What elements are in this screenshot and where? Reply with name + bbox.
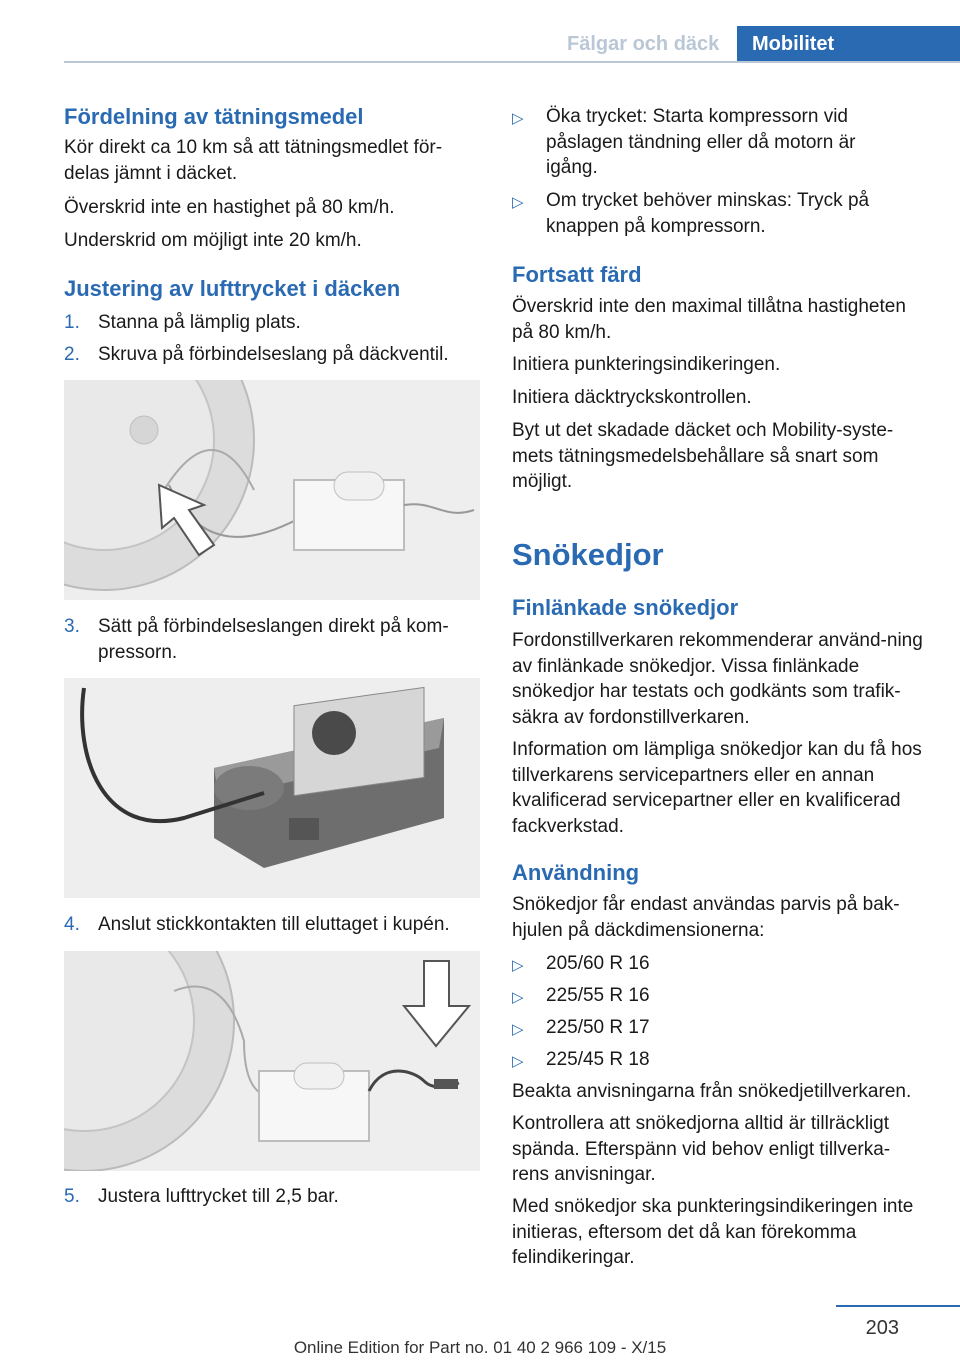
bullet-text: 205/60 R 16 xyxy=(546,953,650,974)
step-number: 2. xyxy=(64,344,80,365)
footer-edition-text: Online Edition for Part no. 01 40 2 966 109 - X/15 xyxy=(293,1338,667,1357)
bullet-marker: ▷ xyxy=(512,1021,524,1038)
step-text: Sätt på förbindelseslangen direkt på kom‐pressorn. xyxy=(98,616,449,663)
header-tab-chapter: Fälgar och däck xyxy=(567,33,720,55)
bullet-marker: ▷ xyxy=(512,957,524,974)
bullet-text: 225/45 R 18 xyxy=(546,1049,650,1070)
step-text: Justera lufttrycket till 2,5 bar. xyxy=(98,1186,339,1207)
paragraph: Beakta anvisningarna från snökedjetillverkaren. xyxy=(512,1081,912,1102)
bullet-text: 225/55 R 16 xyxy=(546,985,650,1006)
step-number: 4. xyxy=(64,914,80,935)
paragraph: Överskrid inte den maximal tillåtna hastigheten på 80 km/h. xyxy=(512,296,906,343)
bullet-text: 225/50 R 17 xyxy=(546,1017,650,1038)
bullet-marker: ▷ xyxy=(512,989,524,1006)
step-number: 3. xyxy=(64,616,80,637)
step-number: 5. xyxy=(64,1186,80,1207)
illustration-compressor xyxy=(64,678,480,898)
paragraph: Fordonstillverkaren rekommenderar använd‐ning av finlänkade snökedjor. Vissa finlänkade snökedjor har testats och godkänts som trafik‐säkra av fordonstillverkaren. xyxy=(512,630,923,728)
paragraph: Kör direkt ca 10 km så att tätningsmedlet för‐delas jämnt i däcket. xyxy=(64,137,443,184)
paragraph: Initiera punkteringsindikeringen. xyxy=(512,354,781,375)
section-title-continue-driving: Fortsatt färd xyxy=(512,262,642,287)
paragraph: Byt ut det skadade däcket och Mobility-syste‐mets tätningsmedelsbehållare så snart som möjligt. xyxy=(512,420,894,492)
paragraph: Kontrollera att snökedjorna alltid är tillräckligt spända. Efterspänn vid behov enligt tillverka‐rens anvisningar. xyxy=(512,1113,891,1185)
paragraph: Initiera däcktryckskontrollen. xyxy=(512,387,752,408)
bullet-marker: ▷ xyxy=(512,110,524,127)
illustration-tyre-compressor xyxy=(64,380,480,600)
illustration-plug-socket xyxy=(64,951,480,1171)
step-text: Skruva på förbindelseslang på däckventil. xyxy=(98,344,449,365)
section-title-fine-link-chains: Finlänkade snökedjor xyxy=(512,595,739,620)
figure-hose-on-compressor xyxy=(64,678,480,898)
bullet-marker: ▷ xyxy=(512,194,524,211)
bullet-text: Om trycket behöver minskas: Tryck på knappen på kompressorn. xyxy=(546,190,870,237)
paragraph: Underskrid om möjligt inte 20 km/h. xyxy=(64,230,362,251)
step-text: Stanna på lämplig plats. xyxy=(98,312,301,333)
chapter-title-snow-chains: Snökedjor xyxy=(512,537,664,572)
step-text: Anslut stickkontakten till eluttaget i kupén. xyxy=(98,914,450,935)
step-number: 1. xyxy=(64,312,80,333)
page-number: 203 xyxy=(865,1317,899,1339)
header-tab-section: Mobilitet xyxy=(737,26,960,62)
section-title-sealant-distribution: Fördelning av tätningsmedel xyxy=(64,104,364,129)
section-title-usage: Användning xyxy=(512,860,640,885)
footer-rule xyxy=(836,1305,960,1307)
figure-plug-in-socket xyxy=(64,951,480,1171)
paragraph: Snökedjor får endast användas parvis på bak‐hjulen på däckdimensionerna: xyxy=(512,894,900,941)
bullet-text: Öka trycket: Starta kompressorn vid påslagen tändning eller då motorn är igång. xyxy=(546,106,856,178)
section-title-tyre-pressure: Justering av lufttrycket i däcken xyxy=(64,276,401,301)
paragraph: Överskrid inte en hastighet på 80 km/h. xyxy=(64,197,395,218)
header-rule xyxy=(64,61,960,63)
paragraph: Information om lämpliga snökedjor kan du få hos tillverkarens servicepartners eller en annan kvalificerad servicepartner eller en kvalificerad fackverkstad. xyxy=(512,739,922,837)
bullet-marker: ▷ xyxy=(512,1053,524,1070)
figure-hose-on-valve xyxy=(64,380,480,600)
paragraph: Med snökedjor ska punkteringsindikeringen inte initieras, eftersom det då kan förekomma felindikeringar. xyxy=(512,1196,914,1268)
